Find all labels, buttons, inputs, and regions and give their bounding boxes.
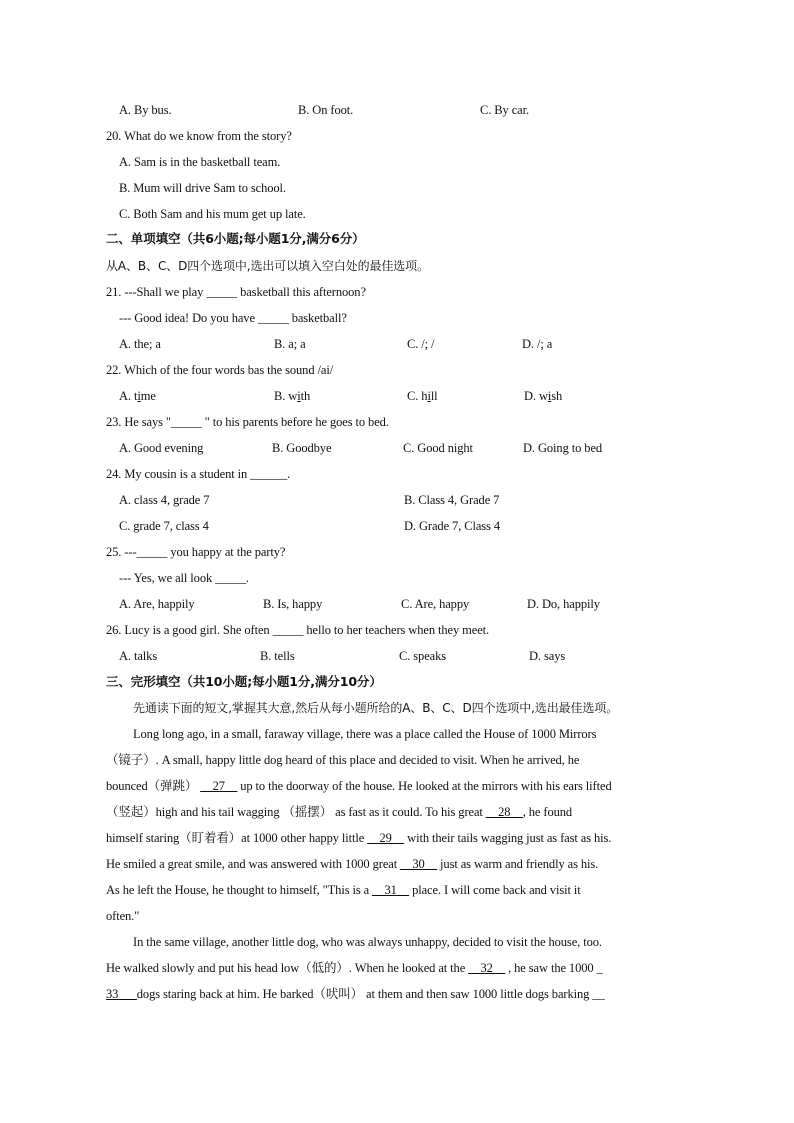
- text-line: [106, 856, 598, 872]
- text-segment: A. t: [119, 389, 138, 403]
- text-line: often.": [106, 909, 140, 923]
- text-segment: B. w: [274, 389, 298, 403]
- text-segment: D. w: [524, 389, 548, 403]
- text-segment: up to the doorway of the house. He looked at the mirrors with his ears lifted: [237, 779, 612, 793]
- text-line: C. /; /: [407, 337, 435, 351]
- underlined-blank: i: [297, 389, 301, 403]
- text-segment: As he left the House, he thought to himself, "This is a: [106, 883, 373, 897]
- text-line: --- Yes, we all look _____.: [119, 571, 249, 585]
- text-segment: place. I will come back and visit it: [409, 883, 581, 897]
- text-line: C. By car.: [480, 103, 529, 117]
- text-line: 从A、B、C、D四个选项中,选出可以填入空白处的最佳选项。: [106, 259, 429, 273]
- text-segment: himself staring（盯着看）at 1000 other happy little: [106, 831, 368, 845]
- text-line: [106, 882, 581, 898]
- text-line: B. tells: [260, 649, 295, 663]
- text-segment: th: [300, 389, 311, 403]
- underlined-blank: i: [547, 389, 552, 403]
- text-line: 先通读下面的短文,掌握其大意,然后从每小题所给的A、B、C、D四个选项中,选出最佳选项。: [133, 701, 619, 715]
- text-segment: （竖起）high and his tail wagging （摇摆） as fast as it could. To his great: [106, 805, 486, 819]
- text-line: B. Mum will drive Sam to school.: [119, 181, 286, 195]
- text-line: A. class 4, grade 7: [119, 493, 210, 507]
- text-segment: , he found: [522, 805, 573, 819]
- text-line: 21. ---Shall we play _____ basketball this afternoon?: [106, 285, 366, 299]
- text-segment: with their tails wagging just as fast as his.: [404, 831, 612, 845]
- text-line: Long long ago, in a small, faraway village, there was a place called the House of 1000 Mirrors: [133, 727, 597, 741]
- text-segment: sh: [551, 389, 563, 403]
- text-line: C. Good night: [403, 441, 473, 455]
- text-line: [119, 388, 156, 404]
- text-line: In the same village, another little dog, who was always unhappy, decided to visit the house, too.: [133, 935, 602, 949]
- text-line: C. grade 7, class 4: [119, 519, 209, 533]
- text-line: 23. He says "_____ " to his parents before he goes to bed.: [106, 415, 389, 429]
- text-segment: dogs staring back at him. He barked（吠叫） at them and then saw 1000 little dogs barking __: [136, 987, 605, 1001]
- text-line: （镜子）. A small, happy little dog heard of this place and decided to visit. When he arrived, he: [106, 753, 580, 767]
- text-line: B. On foot.: [298, 103, 354, 117]
- text-line: [524, 388, 562, 404]
- text-line: 26. Lucy is a good girl. She often _____ hello to her teachers when they meet.: [106, 623, 490, 637]
- text-line: C. Are, happy: [401, 597, 470, 611]
- text-line: C. Both Sam and his mum get up late.: [119, 207, 306, 221]
- underlined-blank: i: [427, 389, 431, 403]
- text-line: [106, 778, 612, 794]
- text-line: C. speaks: [399, 649, 447, 663]
- text-line: [106, 830, 611, 846]
- text-segment: He walked slowly and put his head low（低的）. When he looked at the: [106, 961, 469, 975]
- text-line: D. Going to bed: [523, 441, 603, 455]
- text-line: [274, 388, 310, 404]
- text-line: [106, 804, 572, 820]
- text-segment: me: [140, 389, 156, 403]
- text-segment: , he saw the 1000 _: [505, 961, 603, 975]
- text-line: 20. What do we know from the story?: [106, 129, 292, 143]
- text-line: --- Good idea! Do you have _____ basketball?: [119, 311, 347, 325]
- underlined-blank: 33___: [106, 987, 137, 1001]
- text-line: A. Good evening: [119, 441, 204, 455]
- text-segment: bounced（弹跳）: [106, 779, 201, 793]
- text-segment: C. h: [407, 389, 428, 403]
- section-heading: 二、单项填空（共6小题;每小题1分,满分6分）: [106, 231, 365, 246]
- text-line: 24. My cousin is a student in ______.: [106, 467, 291, 481]
- text-line: 25. ---_____ you happy at the party?: [106, 545, 286, 559]
- text-line: D. Grade 7, Class 4: [404, 519, 501, 533]
- text-line: A. the; a: [119, 337, 161, 351]
- underlined-blank: __29__: [367, 831, 405, 845]
- underlined-blank: __30__: [400, 857, 438, 871]
- underlined-blank: __31__: [372, 883, 410, 897]
- text-line: A. Sam is in the basketball team.: [119, 155, 281, 169]
- text-line: B. Class 4, Grade 7: [404, 493, 500, 507]
- text-line: 22. Which of the four words bas the sound /ai/: [106, 363, 334, 377]
- text-line: A. By bus.: [119, 103, 172, 117]
- text-line: D. Do, happily: [527, 597, 600, 611]
- section-heading: 三、完形填空（共10小题;每小题1分,满分10分）: [106, 674, 382, 689]
- text-segment: He smiled a great smile, and was answered with 1000 great: [106, 857, 401, 871]
- text-line: [106, 986, 605, 1002]
- text-segment: just as warm and friendly as his.: [437, 857, 599, 871]
- text-line: B. Is, happy: [263, 597, 323, 611]
- text-line: B. Goodbye: [272, 441, 332, 455]
- text-line: A. Are, happily: [119, 597, 195, 611]
- text-line: [407, 388, 438, 404]
- text-line: B. a; a: [274, 337, 306, 351]
- underlined-blank: __27__: [200, 779, 238, 793]
- text-line: D. says: [529, 649, 566, 663]
- underlined-blank: __32__: [468, 961, 506, 975]
- underlined-blank: __28__: [485, 805, 523, 819]
- text-line: [106, 960, 603, 976]
- text-segment: ll: [430, 389, 438, 403]
- underlined-blank: i: [137, 389, 141, 403]
- text-line: D. /; a: [522, 337, 553, 351]
- text-line: A. talks: [119, 649, 158, 663]
